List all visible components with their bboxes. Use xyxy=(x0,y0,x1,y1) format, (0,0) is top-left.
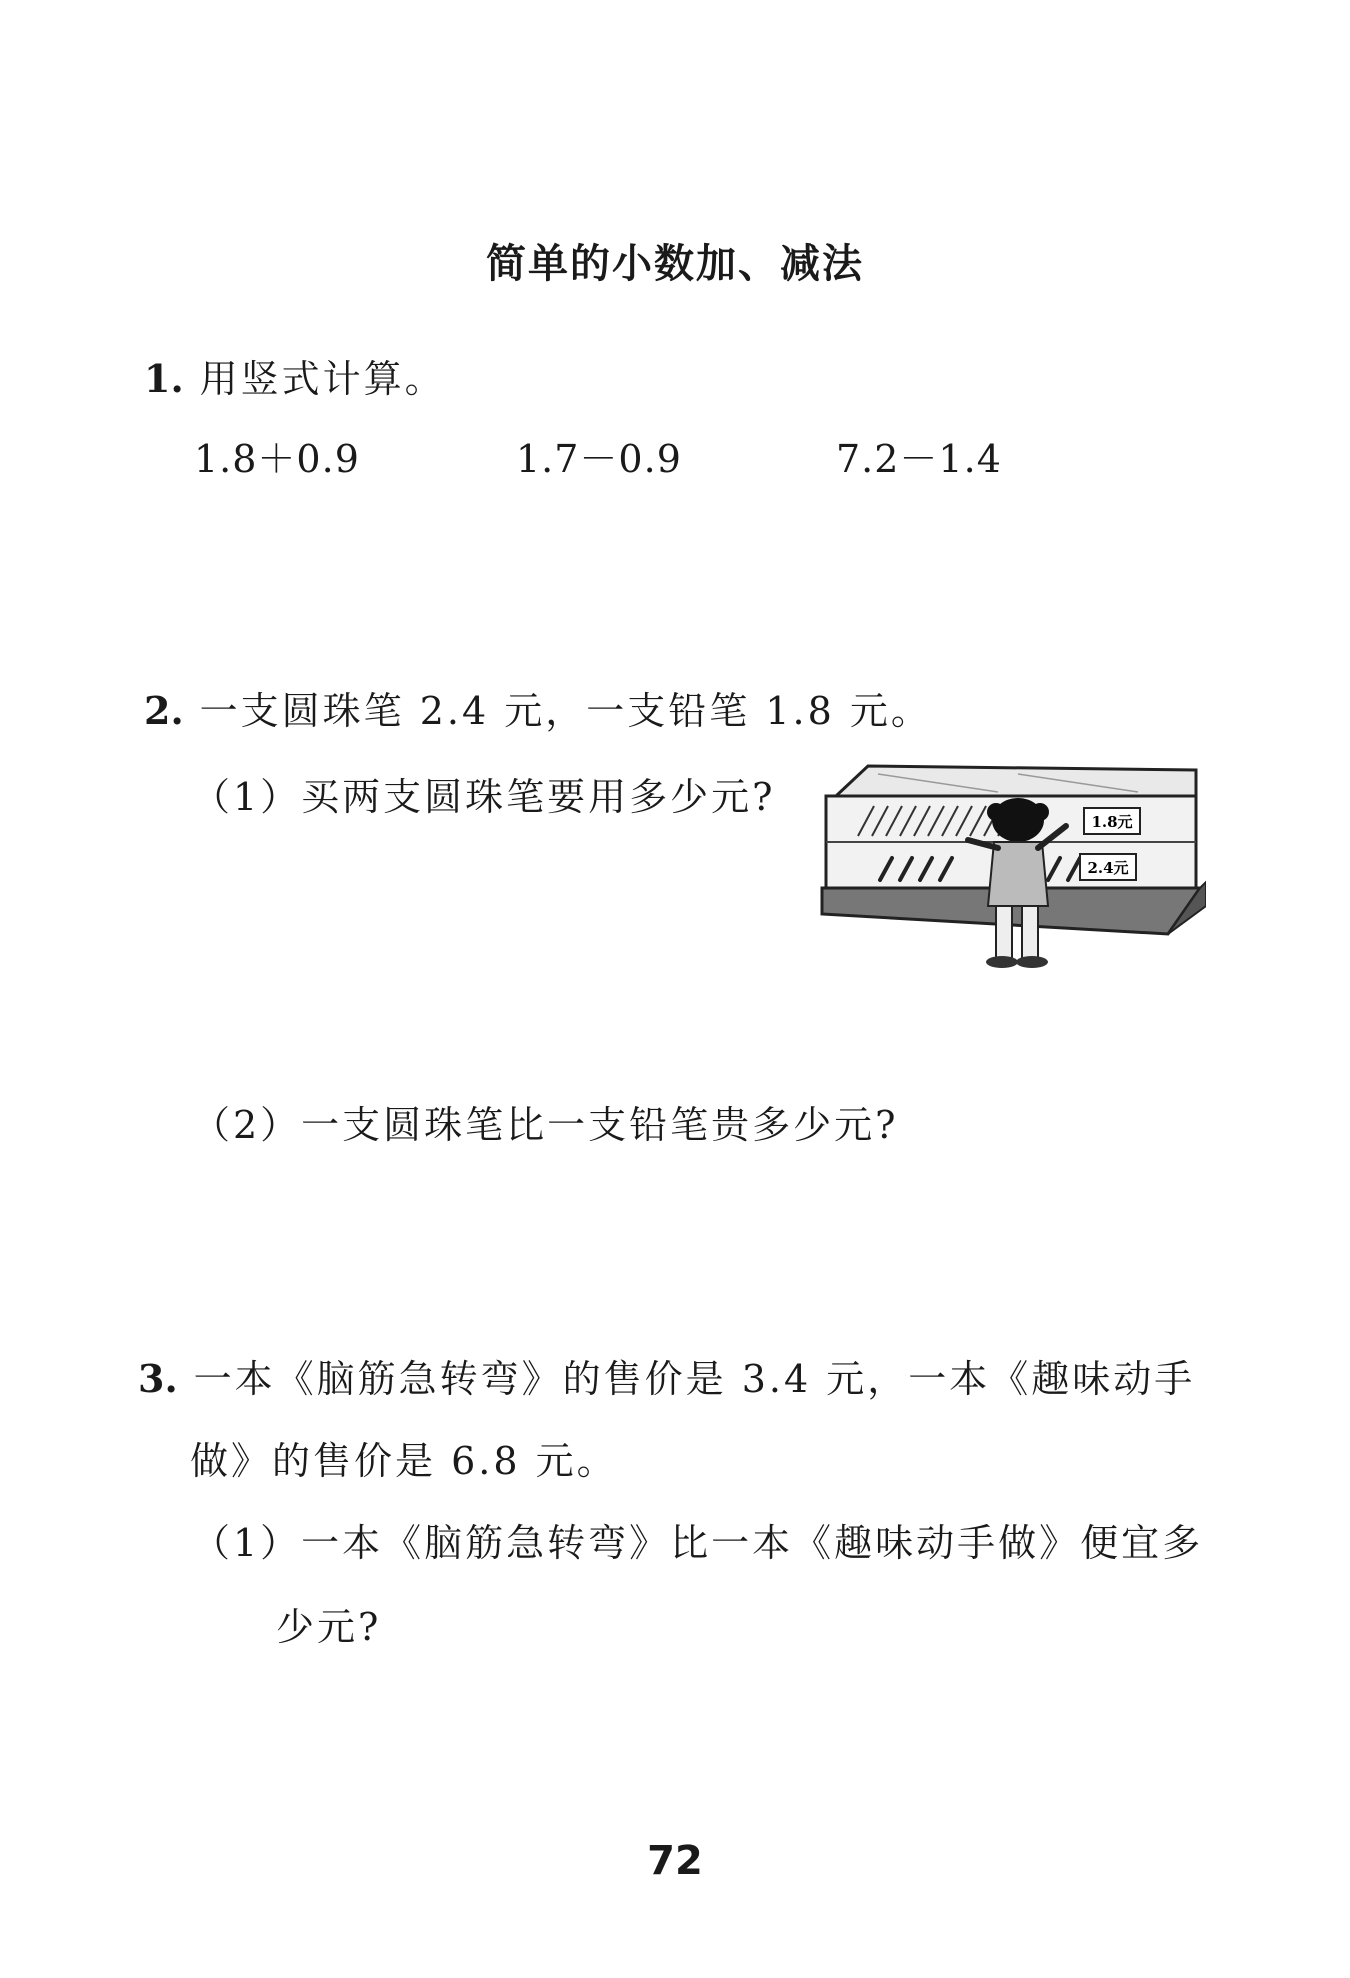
expression-2: 1.7－0.9 xyxy=(516,437,682,481)
price-tag-top-text: 1.8元 xyxy=(1091,813,1133,831)
question-1-prompt: 用竖式计算。 xyxy=(199,357,446,401)
page-title: 简单的小数加、减法 xyxy=(486,241,864,287)
page-number: 72 xyxy=(647,1838,703,1884)
question-2-sub-1: （1）买两支圆珠笔要用多少元? xyxy=(192,775,776,819)
display-case-illustration xyxy=(818,756,1206,974)
question-3-sub-1-line-2: 少元? xyxy=(276,1605,382,1649)
question-3-sub-1-line-1: （1）一本《脑筋急转弯》比一本《趣味动手做》便宜多 xyxy=(192,1521,1204,1565)
expression-1: 1.8＋0.9 xyxy=(194,437,360,481)
question-2-sub-2: （2）一支圆珠笔比一支铅笔贵多少元? xyxy=(192,1103,899,1147)
question-3-number: 3. xyxy=(138,1356,178,1401)
question-3-prompt-line-1: 一本《脑筋急转弯》的售价是 3.4 元，一本《趣味动手 xyxy=(193,1357,1196,1401)
question-2-prompt: 一支圆珠笔 2.4 元，一支铅笔 1.8 元。 xyxy=(199,689,932,733)
question-1-number: 1. xyxy=(144,356,184,401)
question-1 xyxy=(144,348,446,403)
question-3 xyxy=(138,1348,1195,1403)
question-2-number: 2. xyxy=(144,688,184,733)
question-3-prompt-line-2: 做》的售价是 6.8 元。 xyxy=(190,1439,618,1483)
expression-3: 7.2－1.4 xyxy=(836,437,1002,481)
price-tag-bottom-text: 2.4元 xyxy=(1087,859,1129,877)
question-2 xyxy=(144,680,932,735)
